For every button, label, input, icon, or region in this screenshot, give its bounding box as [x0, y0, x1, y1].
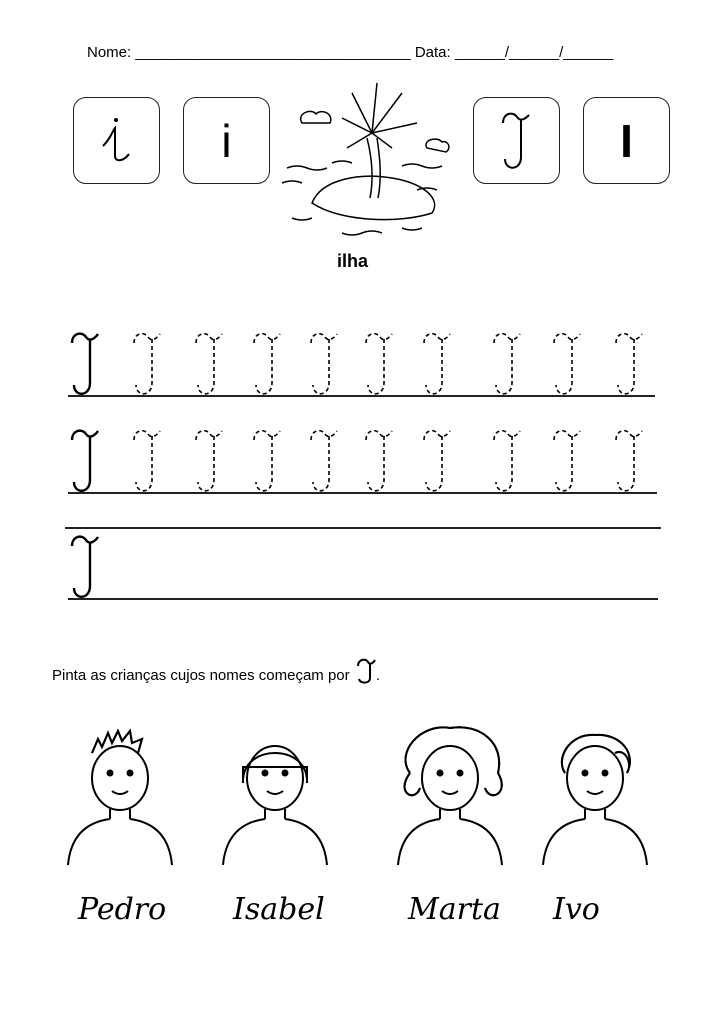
boy-curly-hair-icon[interactable] [525, 715, 665, 865]
tracing-baseline [68, 598, 658, 600]
traced-cursive-i [550, 428, 584, 498]
child-name-isabel: Isabel [233, 892, 325, 927]
child-name-marta: Marta [408, 892, 501, 927]
model-cursive-i [68, 534, 102, 604]
girl-curly-hair-icon[interactable] [380, 715, 520, 865]
picture-word: ilha [337, 251, 369, 271]
cursive-uppercase-i-icon [354, 658, 376, 684]
cursive-uppercase-i-icon [497, 111, 537, 171]
traced-cursive-i [192, 428, 226, 498]
name-field[interactable]: _________________________________ [135, 44, 411, 61]
traced-cursive-i [192, 331, 226, 401]
model-cursive-i [68, 428, 102, 498]
date-label: Data: [414, 44, 451, 61]
print-lowercase-i-card [183, 97, 270, 184]
traced-cursive-i [130, 428, 164, 498]
model-cursive-i [68, 331, 102, 401]
cursive-uppercase-i-card [473, 97, 560, 184]
boy-spiky-hair-icon[interactable] [50, 715, 190, 865]
traced-cursive-i [490, 428, 524, 498]
island-palm-tree-icon [282, 78, 452, 243]
traced-cursive-i [362, 331, 396, 401]
child-name-ivo: Ivo [553, 892, 600, 927]
writing-line [65, 527, 661, 529]
print-uppercase-i-card [583, 97, 670, 184]
date-field[interactable]: ______/______/______ [454, 44, 614, 61]
traced-cursive-i [250, 428, 284, 498]
traced-cursive-i [612, 331, 646, 401]
instruction-period: . [375, 667, 380, 684]
traced-cursive-i [307, 428, 341, 498]
traced-cursive-i [420, 428, 454, 498]
traced-cursive-i [420, 331, 454, 401]
girl-bob-hair-icon[interactable] [205, 715, 345, 865]
traced-cursive-i [130, 331, 164, 401]
traced-cursive-i [362, 428, 396, 498]
print-uppercase-i: I [620, 114, 633, 167]
child-name-pedro: Pedro [78, 892, 167, 927]
name-label: Nome: [87, 44, 132, 61]
header [87, 44, 613, 61]
cursive-lowercase-i-icon [97, 116, 137, 166]
traced-cursive-i [250, 331, 284, 401]
cursive-lowercase-i-card [73, 97, 160, 184]
traced-cursive-i [490, 331, 524, 401]
traced-cursive-i [550, 331, 584, 401]
instruction [52, 658, 380, 684]
traced-cursive-i [612, 428, 646, 498]
instruction-text: Pinta as crianças cujos nomes começam por [52, 667, 350, 684]
print-lowercase-i: i [221, 114, 232, 167]
traced-cursive-i [307, 331, 341, 401]
